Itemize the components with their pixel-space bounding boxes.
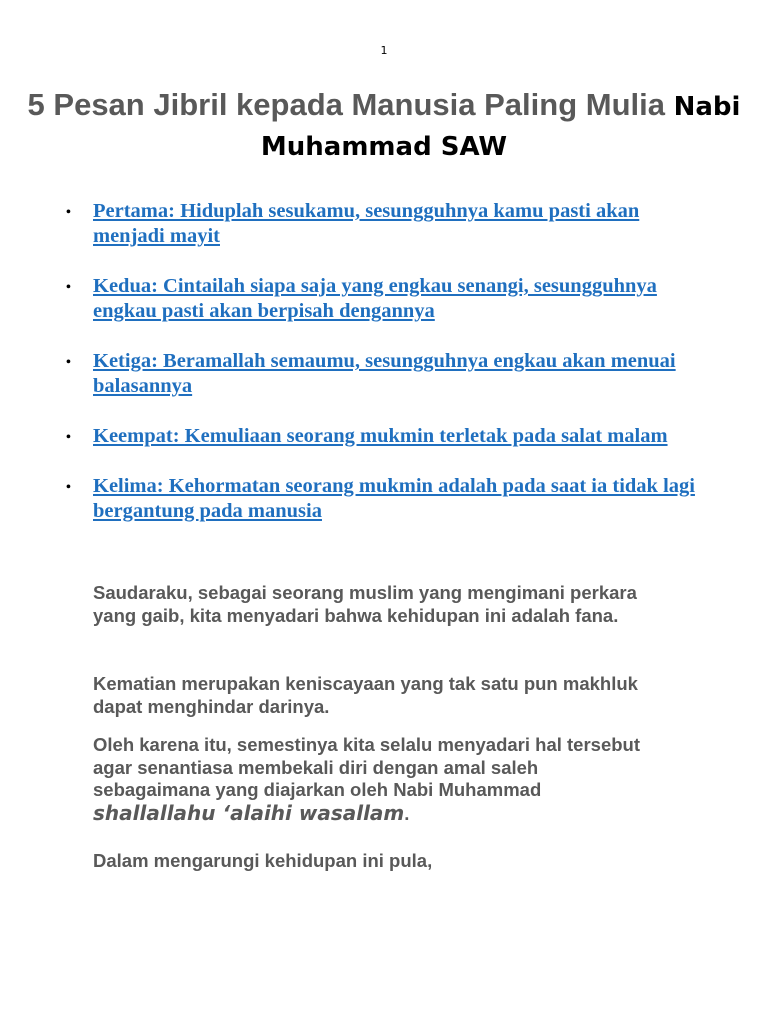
message-link-kedua[interactable]: Kedua: Cintailah siapa saja yang engkau senangi, sesungguhnya engkau pasti akan berpisah dengannya (93, 275, 657, 322)
list-item (0, 199, 700, 249)
list-item (0, 274, 700, 324)
message-link-ketiga[interactable]: Ketiga: Beramallah semaumu, sesungguhnya engkau akan menuai balasannya (93, 350, 676, 397)
page-number: 1 (380, 44, 388, 57)
title-main: 5 Pesan Jibril kepada Manusia Paling Mulia (27, 87, 665, 122)
list-item (0, 424, 700, 449)
messages-list (0, 199, 700, 549)
bullet-icon: • (66, 480, 71, 495)
bullet-icon: • (66, 355, 71, 370)
paragraph-deeds (93, 734, 653, 825)
paragraph-deeds-text: Oleh karena itu, semestinya kita selalu menyadari hal tersebut agar senantiasa membekali diri dengan amal saleh sebagaimana yang diajarkan oleh Nabi Muhammad (93, 734, 641, 800)
page-title (0, 86, 768, 166)
list-item (0, 474, 700, 524)
message-link-pertama[interactable]: Pertama: Hiduplah sesukamu, sesungguhnya kamu pasti akan menjadi mayit (93, 200, 640, 247)
list-item (0, 349, 700, 399)
bullet-icon: • (66, 205, 71, 220)
message-link-kelima[interactable]: Kelima: Kehormatan seorang mukmin adalah pada saat ia tidak lagi bergantung pada manusia (93, 475, 695, 522)
paragraph-deeds-end: . (404, 802, 410, 824)
paragraph-intro: Saudaraku, sebagai seorang muslim yang mengimani perkara yang gaib, kita menyadari bahwa kehidupan ini adalah fana. (93, 582, 637, 626)
message-link-keempat[interactable]: Keempat: Kemuliaan seorang mukmin terletak pada salat malam (93, 425, 668, 447)
bullet-icon: • (66, 280, 71, 295)
title-emphasis: Nabi Muhammad SAW (260, 92, 741, 162)
paragraph-life: Dalam mengarungi kehidupan ini pula, (93, 850, 433, 871)
paragraph-death: Kematian merupakan keniscayaan yang tak satu pun makhluk dapat menghindar darinya. (93, 673, 638, 717)
bullet-icon: • (66, 430, 71, 445)
paragraph-deeds-salutation: shallallahu ‘alaihi wasallam (93, 800, 405, 825)
